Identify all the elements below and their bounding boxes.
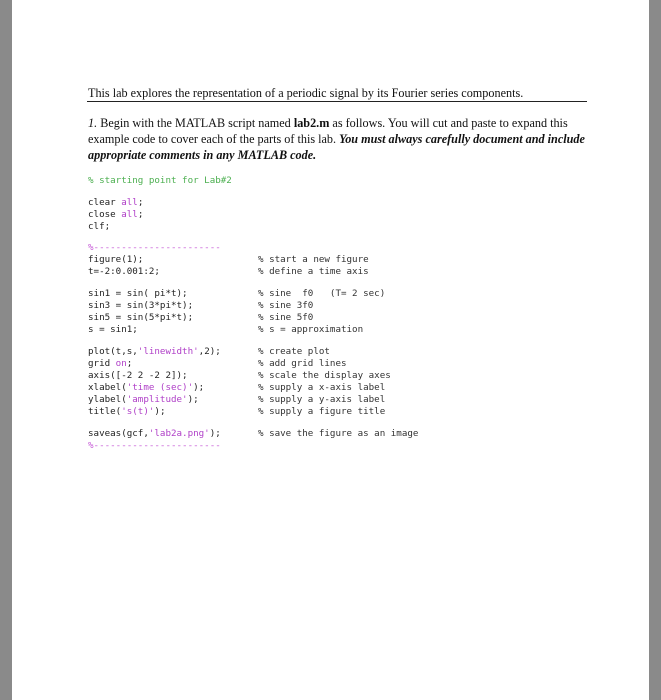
code-line-grid: grid on; % add grid lines bbox=[88, 358, 347, 369]
code-line-sin3: sin3 = sin(3*pi*t); % sine 3f0 bbox=[88, 300, 314, 311]
code-line-clf: clf; bbox=[88, 221, 111, 232]
code-line-xlabel: xlabel('time (sec)'); % supply a x-axis label bbox=[88, 382, 386, 393]
code-line-axis: axis([-2 2 -2 2]); % scale the display axes bbox=[88, 370, 391, 381]
code-line-s: s = sin1; % s = approximation bbox=[88, 324, 364, 335]
intro-paragraph bbox=[88, 115, 588, 163]
code-line-figure: figure(1); % start a new figure bbox=[88, 254, 369, 265]
script-filename: lab2.m bbox=[293, 116, 330, 130]
intro-emphasis: You must always carefully document and include appropriate comments in any MATLAB code. bbox=[88, 132, 585, 162]
heading-rule bbox=[87, 101, 587, 102]
step-number: 1. bbox=[88, 116, 98, 130]
code-line-plot: plot(t,s,'linewidth',2); % create plot bbox=[88, 346, 330, 357]
code-line-sin5: sin5 = sin(5*pi*t); % sine 5f0 bbox=[88, 312, 314, 323]
code-separator: %----------------------- bbox=[88, 242, 221, 253]
code-line-clear: clear all; bbox=[88, 197, 144, 208]
code-line-ylabel: ylabel('amplitude'); % supply a y-axis label bbox=[88, 394, 386, 405]
code-line-title: title('s(t)'); % supply a figure title bbox=[88, 406, 386, 417]
code-line-close: close all; bbox=[88, 209, 144, 220]
intro-text-1: Begin with the MATLAB script named bbox=[97, 116, 294, 130]
intro-text-2: as follows. You will cut and paste to expand this example code to cover each of the parts of this lab. bbox=[88, 116, 568, 146]
code-line-saveas: saveas(gcf,'lab2a.png'); % save the figure as an image bbox=[88, 428, 419, 439]
code-start-comment: % starting point for Lab#2 bbox=[88, 175, 232, 186]
code-line-time-axis: t=-2:0.001:2; % define a time axis bbox=[88, 266, 369, 277]
code-end-separator: %----------------------- bbox=[88, 440, 221, 451]
document-page bbox=[12, 0, 649, 700]
lab-heading: This lab explores the representation of a periodic signal by its Fourier series components. bbox=[88, 86, 524, 100]
code-line-sin1: sin1 = sin( pi*t); % sine f0 (T= 2 sec) bbox=[88, 288, 386, 299]
